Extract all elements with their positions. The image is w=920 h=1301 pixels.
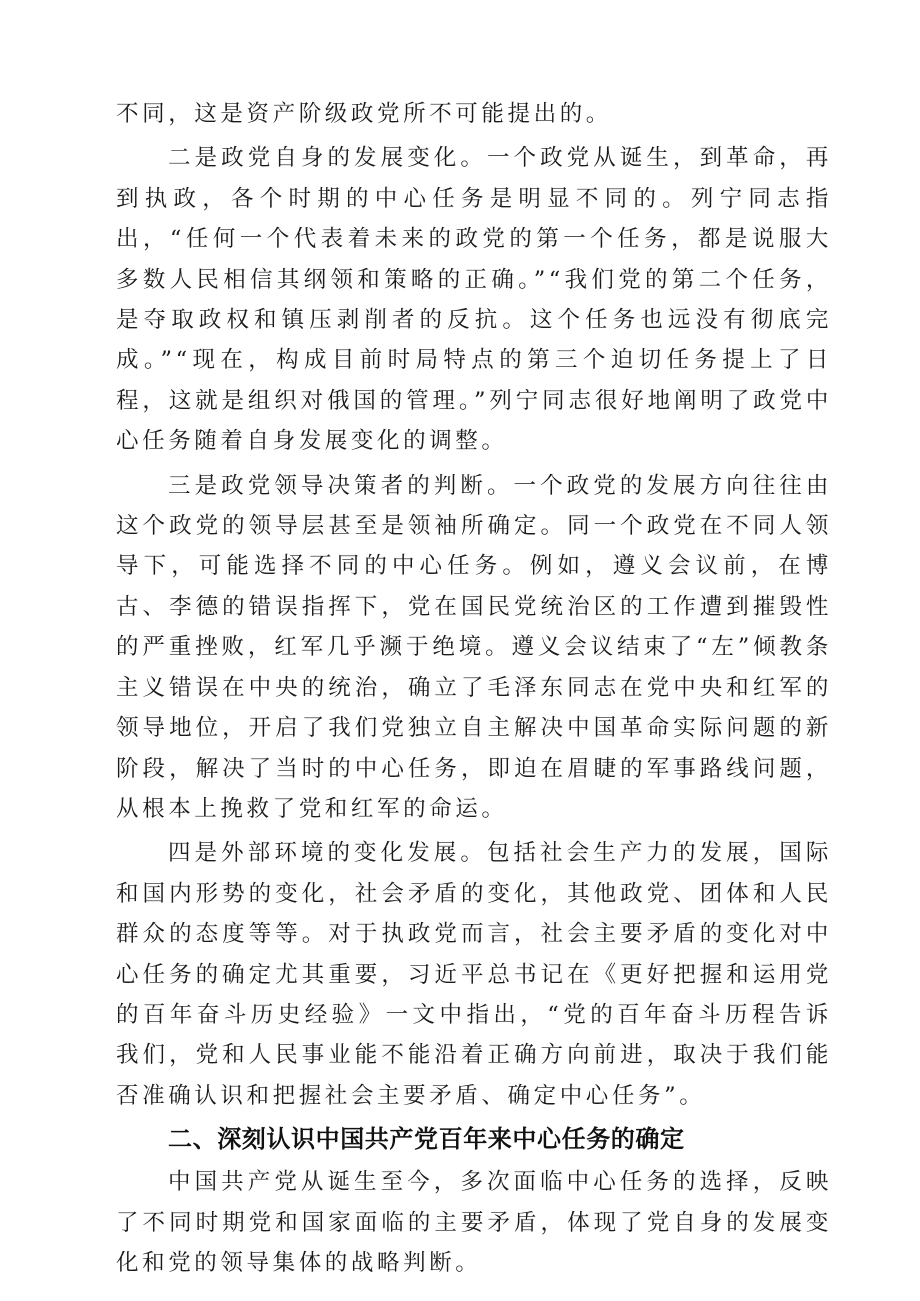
section-heading: 二、深刻认识中国共产党百年来中心任务的确定 xyxy=(168,1125,685,1154)
paragraph-point-four: 四是外部环境的变化发展。包括社会生产力的发展，国际和国内形势的变化，社会矛盾的变化，其他政党、团体和人民群众的态度等等。对于执政党而言，社会主要矛盾的变化对中心任务的确定尤其重要，习近平总书记在《更好把握和运用党的百年奋斗历史经验》一文中指出，“党的百年奋斗历程告诉我们，党和人民事业能不能沿着正确方向前进，取决于我们能否准确认识和把握社会主要矛盾、确定中心任务”。 xyxy=(116,840,832,1109)
paragraph-point-three: 三是政党领导决策者的判断。一个政党的发展方向往往由这个政党的领导层甚至是领袖所确定。同一个政党在不同人领导下，可能选择不同的中心任务。例如，遵义会议前，在博古、李德的错误指挥下，党在国民党统治区的工作遭到摧毁性的严重挫败，红军几乎濒于绝境。遵义会议结束了“左”倾教条主义错误在中央的统治，确立了毛泽东同志在党中央和红军的领导地位，开启了我们党独立自主解决中国革命实际问题的新阶段，解决了当时的中心任务，即迫在眉睫的军事路线问题，从根本上挽救了党和红军的命运。 xyxy=(116,472,832,822)
paragraph-point-two: 二是政党自身的发展变化。一个政党从诞生，到革命，再到执政，各个时期的中心任务是明显不同的。列宁同志指出，“任何一个代表着未来的政党的第一个任务，都是说服大多数人民相信其纲领和策略的正确。”“我们党的第二个任务，是夺取政权和镇压剥削者的反抗。这个任务也远没有彻底完成。”“现在，构成目前时局特点的第三个迫切任务提上了日程，这就是组织对俄国的管理。”列宁同志很好地阐明了政党中心任务随着自身发展变化的调整。 xyxy=(116,145,832,455)
paragraph-continuation: 不同，这是资产阶级政党所不可能提出的。 xyxy=(116,101,612,127)
paragraph-section-intro: 中国共产党从诞生至今，多次面临中心任务的选择，反映了不同时期党和国家面临的主要矛盾，体现了党自身的发展变化和党的领导集体的战略判断。 xyxy=(116,1169,832,1276)
